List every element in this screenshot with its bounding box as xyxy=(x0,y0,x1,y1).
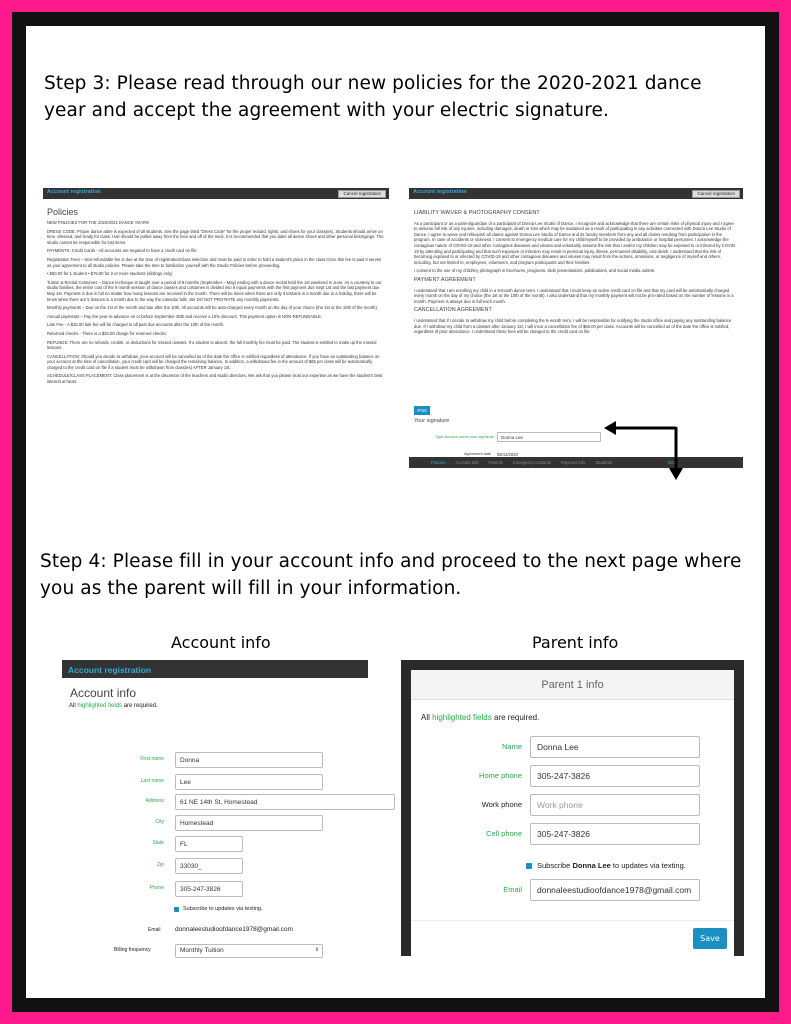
field-label: Work phone xyxy=(481,800,522,809)
parent-panel xyxy=(411,670,734,956)
field-input[interactable]: Homestead xyxy=(175,815,323,831)
req-all: All xyxy=(69,703,76,709)
req-highlight: highlighted fields xyxy=(77,703,123,709)
step-tab[interactable]: Payment info xyxy=(560,460,586,465)
registration-steps-bar xyxy=(409,457,743,468)
subscribe-checkbox[interactable] xyxy=(174,907,179,912)
field-label: City xyxy=(155,819,164,825)
required-note xyxy=(69,703,368,709)
policy-paragraph: NEW POLICIES FOR THE 2020/2021 DANCE YEAR!!! xyxy=(47,220,150,225)
field-input[interactable]: Donna Lee xyxy=(530,736,700,758)
policy-paragraph: CANCELLATION: Should you decide to withdraw, your account will be cancelled as of the date the office is notified regardless of attendance. If you have an outstanding balance on your account at the time of cancellation, your credit card will be charged the remaining balance. In addition, a withdrawal fee in the amount of $65 per class will be automatically charged to the credit card on file if a student must be withdrawn from class(es) AFTER January 1st. xyxy=(47,353,380,370)
bar-title: Account registration xyxy=(47,189,101,195)
req-rest: are required. xyxy=(493,713,540,722)
arrow-left-head xyxy=(604,421,616,435)
agreement-date-label: Agreement date xyxy=(464,452,492,456)
signature-input[interactable]: Donna Lee xyxy=(497,432,601,442)
field-input[interactable]: 61 NE 14th St, Homestead xyxy=(175,794,395,810)
account-info-screenshot xyxy=(62,660,368,954)
field-input[interactable]: Work phone xyxy=(530,794,700,816)
field-label: Last name xyxy=(140,778,164,784)
subscribe-name: Donna Lee xyxy=(572,861,611,870)
cancellation-text: I understand that if I decide to withdraw my child before completing the 9-month term, I will be responsible for notifying the studio office and paying any outstanding balance due. If I withdraw my child from a classes after January 1st, I will incur a cancellation fee of $65.00 per class. Accounts will be cancelled as of the date the office is notified, regardless of prior attendance. I understand these fees will be charged to the credit card on file. xyxy=(414,317,732,335)
cancel-registration-button[interactable]: Cancel registration xyxy=(338,190,386,198)
save-button[interactable]: Save xyxy=(693,928,727,949)
policy-paragraph: Tuition & Recital Costumes – Dance technique is taught over a period of 9 months (September – May) ending with a dance recital held the 1st weekend in June. As a courtesy to our studio families, the entire cost of the 9 month session of dance classes and costumes is divided into 9 equal payments with the first payment due Sept 1st and the last payment due May 1st. Payment is due in full no matter how many lessons are received in the month. There will be times when there are only 3 lessons in a month due to a holiday, there will be times when there are 5 lessons in a month due to the way the calendar falls. We DO NOT PRO-RATE any monthly payments. xyxy=(47,279,382,302)
policy-paragraph: Registration Fees – Non-refundable fee is due at the time of registration/class selection and must be paid in order to hold a student's place in the class.Once this fee is paid it serves as your agreement to all studio policies. Please take the time to familiarize yourself with the Studio Policies before proceeding. xyxy=(47,256,382,268)
account-info-heading: Account info xyxy=(70,686,137,700)
step-tab[interactable]: Account info xyxy=(455,460,479,465)
waiver-screenshot xyxy=(409,188,743,468)
field-input[interactable]: FL xyxy=(175,836,243,852)
field-label: Name xyxy=(501,742,522,751)
subscribe-label xyxy=(537,861,686,870)
select-arrows-icon: ⇕ xyxy=(314,947,319,953)
policies-screenshot xyxy=(43,188,389,456)
step-tab[interactable]: Students xyxy=(595,460,612,465)
payment-agreement-text: I understand that I am enrolling my child in a 9-month dance term. I understand that I must keep an active credit card on file and that my card will be automatically charged every month on the day of my choice (the 1st or the 10th of the month). I also understand that my monthly payment will not be pro-rated based on the number of lessons in a month. Payment is always due in full each month. xyxy=(414,287,734,304)
bar-title: Account registration xyxy=(68,665,152,675)
billing-frequency-select[interactable] xyxy=(175,944,323,958)
policy-paragraph: Late Fee - A $15.00 late fee will be charged to all past due accounts after the 10th of the month. xyxy=(47,322,225,328)
field-label: First name xyxy=(140,756,164,762)
policy-paragraph: • $50.00 for 1 student • $75.00 for 2 or more students (siblings only) xyxy=(47,271,173,277)
email-input[interactable]: donnaleestudioofdance1978@gmail.com xyxy=(530,879,700,901)
billing-frequency-value: Monthly Tuition xyxy=(180,947,224,954)
cancellation-heading: CANCELLATION AGREEMENT xyxy=(414,307,492,314)
field-input[interactable]: Lee xyxy=(175,774,323,790)
policy-paragraph: Returned checks - There is a $20.00 charge for returned checks. xyxy=(47,330,167,336)
parent-field-row xyxy=(411,823,734,845)
panel-footer xyxy=(411,920,734,956)
email-value: donnaleestudioofdance1978@gmail.com xyxy=(175,926,293,933)
print-button[interactable]: Print xyxy=(414,406,430,415)
email-row xyxy=(411,879,734,901)
policy-paragraph: DRESS CODE: Proper dance attire is expected of all students. See the page titled "Dress Code" for the proper leotard, tights, and shoes for your class(es). Students should arrive on time, dressed, and ready for class. Hair should be pulled away from the face and off of the neck. It is recommended that you label all dance shoes and other personal belongings. The studio cannot be responsible for lost items. xyxy=(47,228,384,245)
step4-heading: Step 4: Please fill in your account info and proceed to the next page where you as the parent will fill in your information. xyxy=(40,551,742,599)
parent-info-screenshot xyxy=(401,660,744,956)
subscribe-post: to updates via texting. xyxy=(612,861,686,870)
parent-info-title: Parent info xyxy=(532,633,619,652)
field-label: State xyxy=(152,840,164,846)
parent-field-row xyxy=(411,794,734,816)
cancel-registration-button[interactable]: Cancel registration xyxy=(692,190,740,198)
subscribe-checkbox[interactable] xyxy=(526,863,532,869)
field-input[interactable]: Donna xyxy=(175,752,323,768)
field-label: Home phone xyxy=(479,771,522,780)
payment-agreement-heading: PAYMENT AGREEMENT xyxy=(414,276,476,283)
policies-heading: Policies xyxy=(47,207,79,217)
arrow-down-head xyxy=(669,468,683,480)
registration-bar xyxy=(409,188,743,199)
req-all: All xyxy=(421,713,430,722)
bar-title: Account registration xyxy=(413,189,467,195)
parent-field-row xyxy=(411,765,734,787)
field-input[interactable]: 305-247-3826 xyxy=(530,823,700,845)
field-input[interactable]: 33030_ xyxy=(175,858,243,874)
parent-1-heading: Parent 1 info xyxy=(411,670,734,700)
account-field-row xyxy=(62,836,368,852)
policy-paragraph: SCHEDULE/CLASS PLACEMENT: Class placement is at the discretion of the teachers and studio directors. We ask that you please trust our expertise as we have the student's best interest at heart. xyxy=(47,373,383,385)
account-field-row xyxy=(62,815,368,831)
account-field-row xyxy=(62,752,368,768)
req-rest: are required. xyxy=(123,703,158,709)
your-signature-label: Your signature xyxy=(414,418,450,424)
next-button[interactable]: Next xyxy=(668,460,678,465)
arrow-graphic xyxy=(604,418,686,482)
step-tab[interactable]: Policies xyxy=(431,460,446,465)
field-input[interactable]: 305-247-3826 xyxy=(175,881,243,897)
policies-text xyxy=(47,220,385,385)
registration-bar xyxy=(43,188,389,199)
liability-heading: LIABILITY WAIVER & PHOTOGRAPHY CONSENT xyxy=(414,210,540,216)
field-input[interactable]: 305-247-3826 xyxy=(530,765,700,787)
signature-field-label: Type account owner your signature xyxy=(435,435,495,439)
account-field-row xyxy=(62,881,368,897)
step-tab[interactable]: Parents xyxy=(488,460,503,465)
liability-text: As a participant or as a parent/guardian of a participant of Donna Lee Studio of Dance, I recognize and acknowledge that there are certain risks of physical injury and I agree to assume full risk of any injuries, including damages, death or loss which may be sustained as a result of participating in any activities connected with Donna Lee Studio of Dance. I agree to waive and relinquish all claims against Donna Lee Studio of Dance and its faculty members from any and all claims resulting from participation in the program. In case of accidents or sickness, I consent to emergency medical care for my child/myself to be provided by ambulance or hospital personnel. I acknowledge the contagious nature of COVID-19 and other contagious diseases and viruses and voluntarily assume the risk that I and/or my children may be exposed to or infected by COVID-19 by attending and participating and that such exposure or infection may result in personal injury, illness, permanent disability, and death. I understand that the risk of becoming exposed to or infected by COVID-19 and other contagious diseases and viruses may result from the actions, omissions, or negligence of myself and others, including, but not limited to, employees, volunteers, and program participants and their families. xyxy=(414,220,737,265)
agreement-date-value: 08/13/2020 xyxy=(497,452,518,457)
email-label: Email xyxy=(503,885,522,894)
subscribe-pre: Subscribe xyxy=(537,861,571,870)
field-label: Address xyxy=(145,798,164,804)
policy-paragraph: PAYMENTS: Credit Cards - All accounts are required to have a credit card on file. xyxy=(47,248,198,254)
req-highlight: highlighted fields xyxy=(432,713,492,722)
field-label: Zip xyxy=(157,862,164,868)
step3-heading: Step 3: Please read through our new policies for the 2020-2021 dance year and accept the agreement with your electric signature. xyxy=(44,73,702,121)
step-tab[interactable]: Emergency contacts xyxy=(512,460,551,465)
required-note xyxy=(421,713,539,722)
subscribe-label: Subscribe to updates via texting. xyxy=(183,906,263,912)
flyer-page xyxy=(26,26,765,998)
account-info-title: Account info xyxy=(171,633,271,652)
registration-bar xyxy=(62,660,368,678)
photo-consent-text: I consent to the use of my child/my photograph in brochures, programs, slide presentations, publications, and social media outlets. xyxy=(414,268,656,274)
field-label: Cell phone xyxy=(486,829,522,838)
email-label: Email xyxy=(148,927,161,933)
account-field-row xyxy=(62,794,368,810)
policy-paragraph: Annual payments – Pay the year-in-advance on or before September 30th and receive a 10% discount. This payment option is NON-REFUNDABLE. xyxy=(47,313,323,319)
account-field-row xyxy=(62,774,368,790)
policy-paragraph: Monthly payments – Due on the 1st of the month and late after the 10th. All accounts will be auto-charged every month on the day of your choice (the 1st or the 10th of the month). xyxy=(47,305,379,311)
parent-field-row xyxy=(411,736,734,758)
billing-frequency-label: Billing frequency xyxy=(114,947,151,953)
account-field-row xyxy=(62,858,368,874)
policy-paragraph: REFUNDS: There are no refunds, credits, or deductions for missed classes. If a student is absent, the full monthly fee must be paid. The student is entitled to make up the missed lessons. xyxy=(47,339,377,351)
field-label: Phone xyxy=(149,885,164,891)
